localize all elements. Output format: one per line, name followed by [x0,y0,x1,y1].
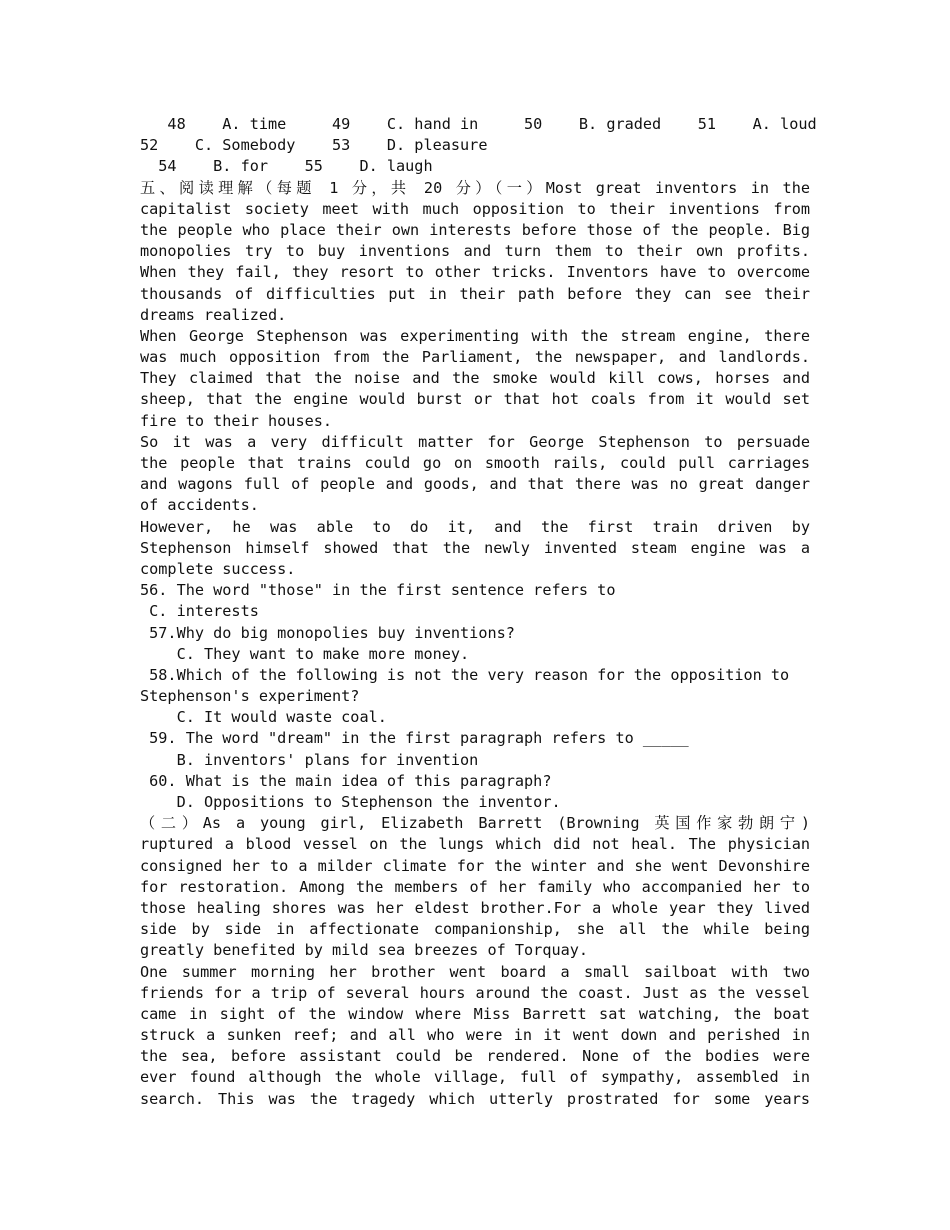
question-line: C. It would waste coal. [140,708,387,727]
passage-line: struck a sunken reef; and all who were in it went down and perished in [140,1026,810,1045]
passage-line: They claimed that the noise and the smoke would kill cows, horses and [140,369,810,388]
question-line: 56. The word "those" in the first sentence refers to [140,581,616,600]
question-list [140,580,810,813]
answer-line: 54 B. for 55 D. laugh [140,157,433,176]
passage-line: for restoration. Among the members of her family who accompanied her to [140,877,810,896]
question-line: C. interests [140,602,259,621]
passage-line: sheep, that the engine would burst or that hot coals from it would set [140,390,810,409]
reading-passage-2 [140,813,810,1110]
question-line: D. Oppositions to Stephenson the inventor. [140,793,561,811]
passage-line: the sea, before assistant could be rendered. None of the bodies were [140,1047,810,1066]
passage-line: the people that trains could go on smooth rails, could pull carriages [140,454,810,472]
passage-line: those healing shores was her eldest brother.For a whole year they lived [140,898,810,917]
question-line: Stephenson's experiment? [140,687,360,706]
passage-line: 五、阅读理解（每题 1 分，共 20 分）（一）Most great inventors in the [140,178,810,197]
answer-key [140,114,817,178]
passage-line: ever found although the whole village, full of sympathy, assembled in [140,1068,810,1087]
passage-line: fire to their houses. [140,411,333,430]
passage-line: the people who place their own interests before those of the people. Big [140,220,810,239]
passage-line: came in sight of the window where Miss Barrett sat watching, the boat [140,1004,810,1023]
answer-line: 52 C. Somebody 53 D. pleasure [140,136,488,155]
passage-line: capitalist society meet with much opposition to their inventions from [140,199,810,218]
question-line: B. inventors' plans for invention [140,750,479,769]
passage-line: side by side in affectionate companionship, she all the while being [140,920,810,939]
question-line: 57.Why do big monopolies buy inventions? [140,623,515,642]
passage-line: One summer morning her brother went board a small sailboat with two [140,962,810,981]
passage-line: was much opposition from the Parliament, the newspaper, and landlords. [140,348,810,367]
passage-line: When they fail, they resort to other tricks. Inventors have to overcome [140,263,810,282]
passage-line: When George Stephenson was experimenting with the stream engine, there [140,326,810,345]
passage-line: （二）As a young girl, Elizabeth Barrett (Browning 英国作家勃朗宁) [140,814,810,833]
question-line: 58.Which of the following is not the very reason for the opposition to [140,665,790,684]
passage-line: Stephenson himself showed that the newly invented steam engine was a [140,538,810,557]
passage-line: and wagons full of people and goods, and that there was no great danger [140,475,810,494]
passage-line: of accidents. [140,496,259,515]
passage-line: monopolies try to buy inventions and turn them to their own profits. [140,242,810,261]
passage-line: friends for a trip of several hours around the coast. Just as the vessel [140,983,810,1002]
question-line: 60. What is the main idea of this paragraph? [140,771,552,790]
passage-line: greatly benefited by mild sea breezes of Torquay. [140,941,589,960]
passage-line: thousands of difficulties put in their path before they can see their [140,284,810,303]
passage-line: dreams realized. [140,305,287,324]
answer-line: 48 A. time 49 C. hand in 50 B. graded 51 A. loud [140,115,817,133]
passage-line: So it was a very difficult matter for George Stephenson to persuade [140,432,810,451]
passage-line: search. This was the tragedy which utterly prostrated for some years [140,1089,810,1108]
passage-line: However, he was able to do it, and the first train driven by [140,517,810,536]
passage-line: complete success. [140,559,296,578]
document-page [140,114,817,1110]
passage-line: consigned her to a milder climate for the winter and she went Devonshire [140,856,810,875]
question-line: C. They want to make more money. [140,644,470,663]
question-line: 59. The word "dream" in the first paragraph refers to _____ [140,729,689,748]
passage-line: ruptured a blood vessel on the lungs which did not heal. The physician [140,835,810,854]
reading-passage-1 [140,178,810,581]
